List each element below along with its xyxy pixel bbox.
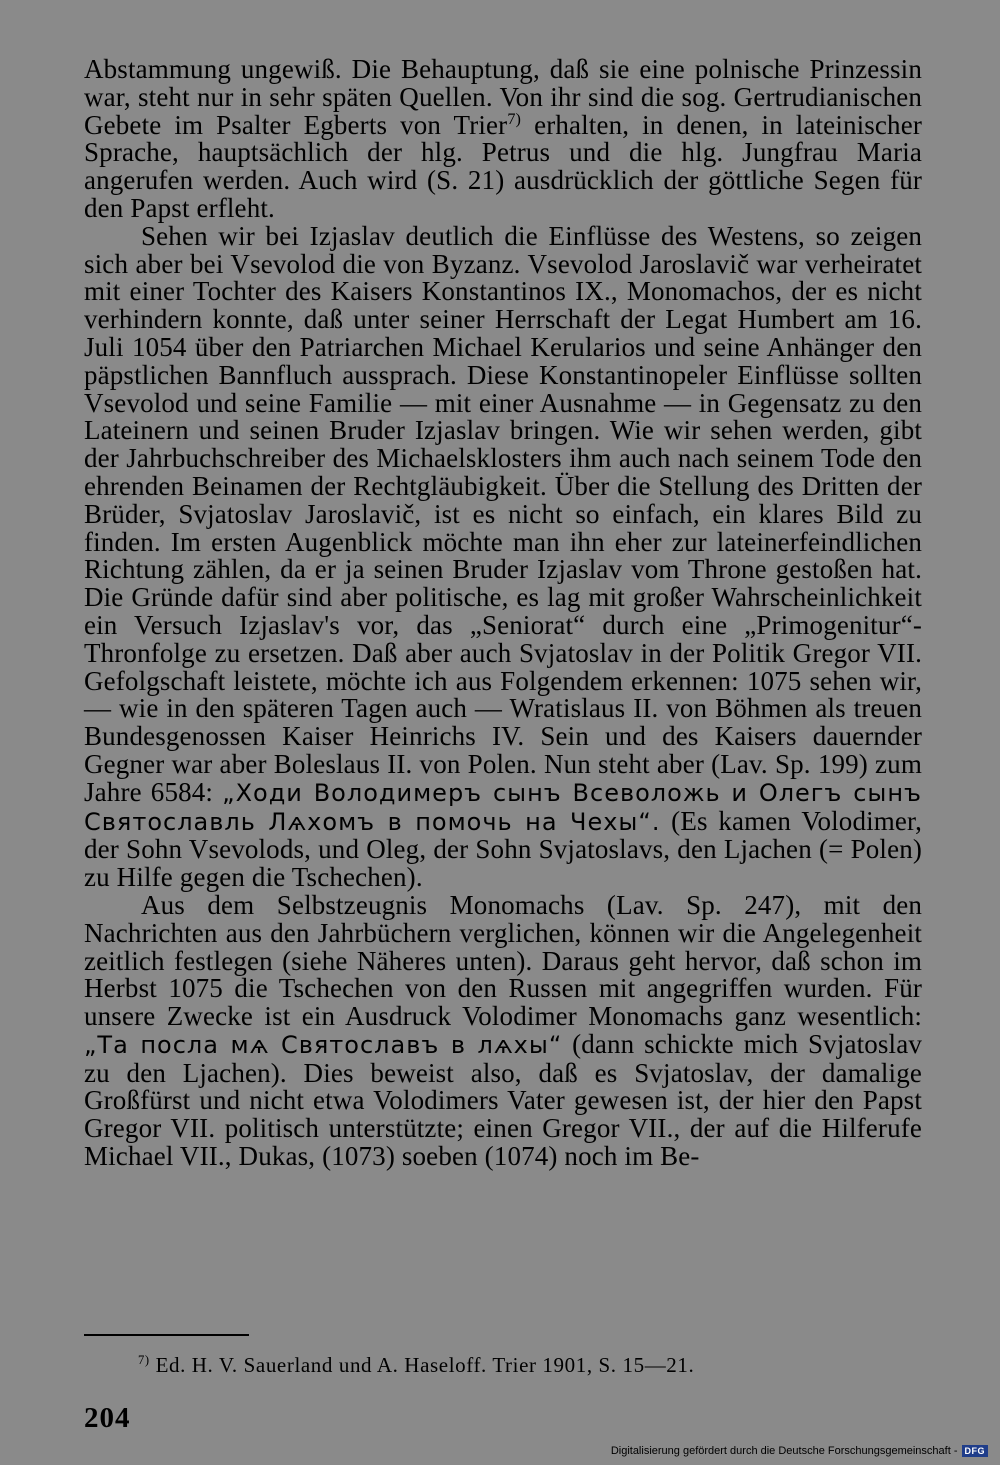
page-body [84, 56, 922, 1171]
text-segment: Abstammung ungewiß. Die Behauptung, daß sie eine polnische Prinzessin war, steht nur in sehr späten Quellen. Von ihr sind die sog. Gertrudianischen Gebete im Psalter Egberts von Trier [84, 54, 922, 140]
page-number: 204 [84, 1402, 131, 1434]
body-text [84, 56, 922, 1171]
text-segment: erhalten, in denen, in lateinischer Sprache, hauptsächlich der hlg. Petrus und die hlg. Jungfrau Maria angerufen werden. Auch wird (S. 21) ausdrücklich der göttliche Segen für den Papst erfleht. [84, 109, 922, 223]
footnote-reference: 7) [507, 109, 522, 128]
footnote-marker: 7) [138, 1353, 150, 1367]
text-segment: (dann schickte mich Svjatoslav zu den Ljachen). Dies beweist also, daß es Svjatoslav, der damalige Großfürst und nicht etwa Volodimers Vater gewesen ist, der hier den Papst Gregor VII. politisch unterstützte; einen Gregor VII., der auf die Hilferufe Michael VII., Dukas, (1073) soeben (1074) noch im Be- [84, 1028, 922, 1172]
credit-text: Digitalisierung gefördert durch die Deutsche Forschungsgemeinschaft - [610, 1445, 958, 1457]
cyrillic-quotation: „Ходи Володимеръ сынъ Всеволожь и Олегъ сынъ Святославль Лѧхомъ в помочь на Чехы“. [84, 778, 922, 836]
dfg-logo-icon: DFG [962, 1445, 989, 1457]
footnote-rule [84, 1334, 249, 1336]
paragraph [84, 56, 922, 223]
digitization-credit [611, 1445, 988, 1457]
paragraph [84, 220, 922, 893]
text-segment: Aus dem Selbstzeugnis Monomachs (Lav. Sp. 247), mit den Nachrichten aus den Jahrbüchern verglichen, können wir die Angelegenheit zeitlich festlegen (siehe Näheres unten). Daraus geht hervor, daß schon im Herbst 1075 die Tschechen von den Russen mit angegriffen wurden. Für unsere Zwecke ist ein Ausdruck Volodimer Monomachs ganz wesentlich: [84, 889, 922, 1032]
paragraph [84, 889, 922, 1172]
text-segment: Sehen wir bei Izjaslav deutlich die Einflüsse des Westens, so zeigen sich aber bei Vsevolod die von Byzanz. Vsevolod Jaroslavič war verheiratet mit einer Tochter des Kaisers Konstantinos IX., Monomachos, der es nicht verhindern konnte, daß unter seiner Herrschaft der Legat Humbert am 16. Juli 1054 über den Patriarchen Michael Kerularios und seine Anhänger den päpstlichen Bannfluch aussprach. Diese Konstantinopeler Einflüsse sollten Vsevolod und seine Familie — mit einer Ausnahme — in Gegensatz zu den Lateinern und seinen Bruder Izjaslav bringen. Wie wir sehen werden, gibt der Jahrbuchschreiber des Michaelsklosters ihm auch nach seinem Tode den ehrenden Beinamen der Rechtgläubigkeit. Über die Stellung des Dritten der Brüder, Svjatoslav Jaroslavič, ist es nicht so einfach, ein klares Bild zu finden. Im ersten Augenblick möchte man ihn eher zur lateinerfeindlichen Richtung zählen, da er ja seinen Bruder Izjaslav vom Throne gestoßen hat. Die Gründe dafür sind aber politische, es lag mit großer Wahrscheinlichkeit ein Versuch Izjaslav's vor, das „Seniorat“ durch eine „Primogenitur“-Thronfolge zu ersetzen. Daß aber auch Svjatoslav in der Politik Gregor VII. Gefolgschaft leistete, möchte ich aus Folgendem erkennen: 1075 sehen wir, — wie in den späteren Tagen auch — Wratislaus II. von Böhmen als treuen Bundesgenossen Kaiser Heinrichs IV. Sein und des Kaisers dauernder Gegner war aber Boleslaus II. von Polen. Nun steht aber (Lav. Sp. 199) zum Jahre 6584: [84, 220, 922, 807]
cyrillic-quotation: „Та посла мѧ Святославъ в лѧхы“ [84, 1030, 563, 1059]
footnote [138, 1352, 918, 1378]
footnote-text: Ed. H. V. Sauerland und A. Haseloff. Trier 1901, S. 15—21. [155, 1353, 695, 1377]
text-segment: (Es kamen Volodimer, der Sohn Vsevolods, und Oleg, der Sohn Svjatoslavs, den Ljachen (= Polen) zu Hilfe gegen die Tschechen). [84, 805, 922, 893]
